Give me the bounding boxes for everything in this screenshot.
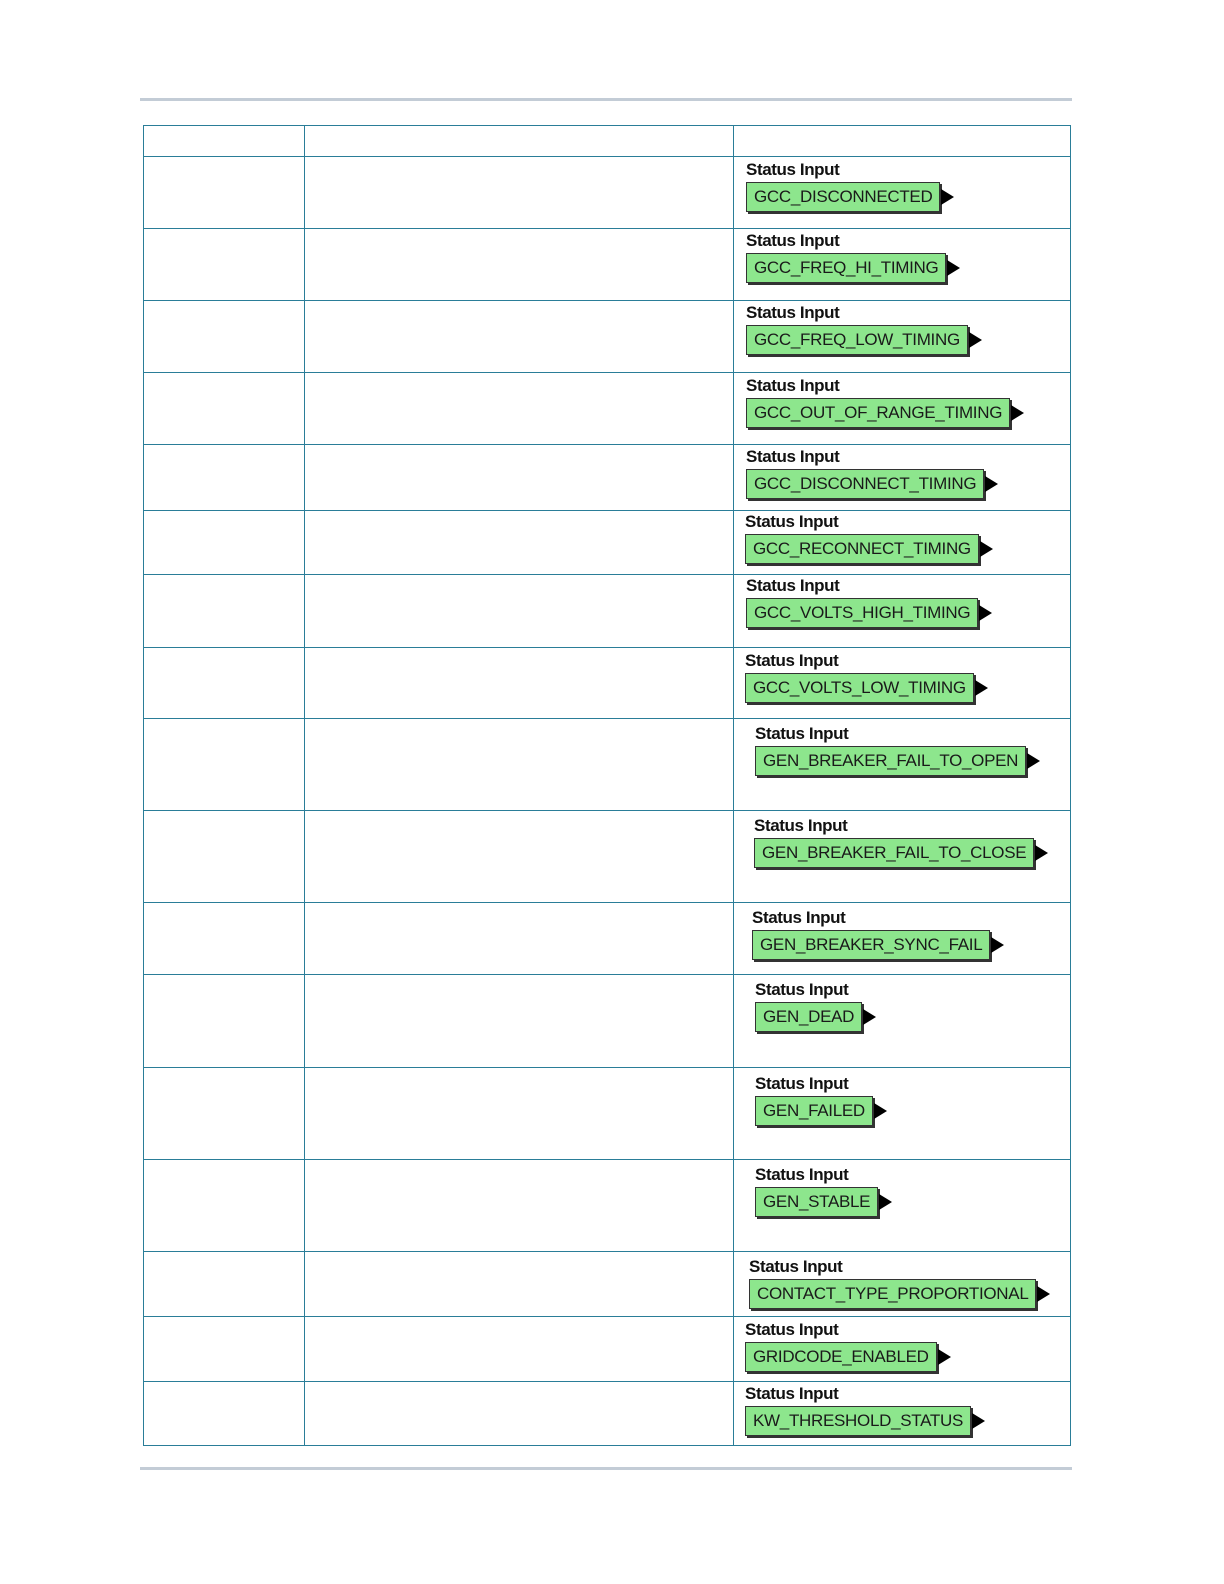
name-cell bbox=[144, 445, 305, 511]
name-cell bbox=[144, 373, 305, 445]
table-row bbox=[144, 1068, 1071, 1160]
description-cell bbox=[305, 157, 734, 229]
triangle-right-icon bbox=[947, 260, 960, 276]
logic-block-cell bbox=[734, 1382, 1071, 1446]
description-cell bbox=[305, 1317, 734, 1382]
description-cell bbox=[305, 975, 734, 1068]
logic-tag: GCC_DISCONNECT_TIMING bbox=[746, 469, 984, 499]
table-row bbox=[144, 511, 1071, 575]
block-label: Status Input bbox=[755, 980, 849, 999]
name-cell bbox=[144, 1317, 305, 1382]
logic-block-cell bbox=[734, 1068, 1071, 1160]
table-row bbox=[144, 1317, 1071, 1382]
table-row bbox=[144, 229, 1071, 301]
triangle-right-icon bbox=[969, 332, 982, 348]
logic-block-cell bbox=[734, 975, 1071, 1068]
logic-tag: CONTACT_TYPE_PROPORTIONAL bbox=[749, 1279, 1036, 1309]
block-label: Status Input bbox=[755, 1074, 849, 1093]
table-row bbox=[144, 903, 1071, 975]
triangle-right-icon bbox=[1027, 753, 1040, 769]
description-cell bbox=[305, 648, 734, 719]
status-input-block[interactable] bbox=[755, 1074, 887, 1126]
logic-tag: GEN_STABLE bbox=[755, 1187, 878, 1217]
triangle-right-icon bbox=[874, 1103, 887, 1119]
triangle-right-icon bbox=[991, 937, 1004, 953]
description-cell bbox=[305, 1382, 734, 1446]
status-input-block[interactable] bbox=[745, 512, 993, 564]
name-cell bbox=[144, 1252, 305, 1317]
logic-tag: GCC_RECONNECT_TIMING bbox=[745, 534, 979, 564]
table-row bbox=[144, 575, 1071, 648]
block-label: Status Input bbox=[745, 651, 839, 670]
logic-tag: GEN_BREAKER_SYNC_FAIL bbox=[752, 930, 990, 960]
status-input-block[interactable] bbox=[745, 651, 988, 703]
logic-block-cell bbox=[734, 903, 1071, 975]
logic-block-cell bbox=[734, 229, 1071, 301]
logic-block-cell bbox=[734, 719, 1071, 811]
logic-tag: GEN_FAILED bbox=[755, 1096, 873, 1126]
triangle-right-icon bbox=[1037, 1286, 1050, 1302]
block-label: Status Input bbox=[746, 376, 840, 395]
status-input-block[interactable] bbox=[755, 1165, 892, 1217]
logic-tag: GCC_OUT_OF_RANGE_TIMING bbox=[746, 398, 1010, 428]
block-label: Status Input bbox=[749, 1257, 843, 1276]
logic-block-cell bbox=[734, 511, 1071, 575]
triangle-right-icon bbox=[972, 1413, 985, 1429]
description-cell bbox=[305, 811, 734, 903]
logic-tag: GEN_BREAKER_FAIL_TO_CLOSE bbox=[754, 838, 1034, 868]
description-cell bbox=[305, 1160, 734, 1252]
table-row bbox=[144, 975, 1071, 1068]
description-cell bbox=[305, 511, 734, 575]
triangle-right-icon bbox=[938, 1349, 951, 1365]
triangle-right-icon bbox=[1011, 405, 1024, 421]
status-input-block[interactable] bbox=[746, 576, 992, 628]
logic-block-cell bbox=[734, 1317, 1071, 1382]
block-label: Status Input bbox=[745, 512, 839, 531]
description-cell bbox=[305, 373, 734, 445]
logic-tag: KW_THRESHOLD_STATUS bbox=[745, 1406, 971, 1436]
logic-tag: GCC_VOLTS_HIGH_TIMING bbox=[746, 598, 978, 628]
name-cell bbox=[144, 511, 305, 575]
logic-tag: GRIDCODE_ENABLED bbox=[745, 1342, 937, 1372]
block-label: Status Input bbox=[755, 1165, 849, 1184]
status-input-block[interactable] bbox=[746, 376, 1024, 428]
footer-rule bbox=[140, 1467, 1072, 1470]
description-cell bbox=[305, 575, 734, 648]
block-label: Status Input bbox=[745, 1320, 839, 1339]
table-row bbox=[144, 373, 1071, 445]
logic-block-cell bbox=[734, 1160, 1071, 1252]
status-input-block[interactable] bbox=[745, 1384, 985, 1436]
name-cell bbox=[144, 648, 305, 719]
logic-block-cell bbox=[734, 157, 1071, 229]
table-row bbox=[144, 445, 1071, 511]
logic-tag: GCC_VOLTS_LOW_TIMING bbox=[745, 673, 974, 703]
logic-block-cell bbox=[734, 301, 1071, 373]
name-cell bbox=[144, 157, 305, 229]
logic-tag: GCC_FREQ_LOW_TIMING bbox=[746, 325, 968, 355]
logic-tag: GEN_DEAD bbox=[755, 1002, 862, 1032]
logic-block-cell bbox=[734, 1252, 1071, 1317]
logic-block-cell bbox=[734, 648, 1071, 719]
logic-tag: GCC_DISCONNECTED bbox=[746, 182, 940, 212]
table-row bbox=[144, 719, 1071, 811]
block-label: Status Input bbox=[746, 576, 840, 595]
block-label: Status Input bbox=[746, 303, 840, 322]
name-cell bbox=[144, 811, 305, 903]
status-input-block[interactable] bbox=[745, 1320, 951, 1372]
triangle-right-icon bbox=[985, 476, 998, 492]
block-label: Status Input bbox=[746, 447, 840, 466]
status-input-table bbox=[143, 125, 1071, 1446]
block-label: Status Input bbox=[746, 160, 840, 179]
description-cell bbox=[305, 229, 734, 301]
status-input-block[interactable] bbox=[746, 231, 960, 283]
description-cell bbox=[305, 301, 734, 373]
description-cell bbox=[305, 903, 734, 975]
name-cell bbox=[144, 1160, 305, 1252]
status-input-block[interactable] bbox=[749, 1257, 1050, 1309]
status-input-block[interactable] bbox=[755, 980, 876, 1032]
name-cell bbox=[144, 975, 305, 1068]
header-cell-description bbox=[305, 126, 734, 157]
block-label: Status Input bbox=[754, 816, 848, 835]
table-row bbox=[144, 1252, 1071, 1317]
description-cell bbox=[305, 719, 734, 811]
triangle-right-icon bbox=[879, 1194, 892, 1210]
triangle-right-icon bbox=[941, 189, 954, 205]
header-cell-logic-block bbox=[734, 126, 1071, 157]
table-row bbox=[144, 1160, 1071, 1252]
table-row bbox=[144, 157, 1071, 229]
name-cell bbox=[144, 229, 305, 301]
description-cell bbox=[305, 1068, 734, 1160]
name-cell bbox=[144, 903, 305, 975]
block-label: Status Input bbox=[755, 724, 849, 743]
name-cell bbox=[144, 575, 305, 648]
triangle-right-icon bbox=[1035, 845, 1048, 861]
status-input-block[interactable] bbox=[746, 303, 982, 355]
status-input-block[interactable] bbox=[755, 724, 1040, 776]
status-input-block[interactable] bbox=[752, 908, 1004, 960]
description-cell bbox=[305, 445, 734, 511]
block-label: Status Input bbox=[745, 1384, 839, 1403]
name-cell bbox=[144, 719, 305, 811]
header-cell-name bbox=[144, 126, 305, 157]
logic-block-cell bbox=[734, 811, 1071, 903]
table-header-row bbox=[144, 126, 1071, 157]
block-label: Status Input bbox=[752, 908, 846, 927]
status-input-block[interactable] bbox=[746, 160, 954, 212]
status-input-block[interactable] bbox=[746, 447, 998, 499]
description-cell bbox=[305, 1252, 734, 1317]
logic-block-cell bbox=[734, 373, 1071, 445]
block-label: Status Input bbox=[746, 231, 840, 250]
status-input-block[interactable] bbox=[754, 816, 1048, 868]
table-row bbox=[144, 1382, 1071, 1446]
triangle-right-icon bbox=[863, 1009, 876, 1025]
table-row bbox=[144, 648, 1071, 719]
name-cell bbox=[144, 301, 305, 373]
triangle-right-icon bbox=[975, 680, 988, 696]
header-rule bbox=[140, 98, 1072, 101]
triangle-right-icon bbox=[979, 605, 992, 621]
table-row bbox=[144, 301, 1071, 373]
triangle-right-icon bbox=[980, 541, 993, 557]
name-cell bbox=[144, 1382, 305, 1446]
logic-tag: GCC_FREQ_HI_TIMING bbox=[746, 253, 946, 283]
table-row bbox=[144, 811, 1071, 903]
name-cell bbox=[144, 1068, 305, 1160]
logic-tag: GEN_BREAKER_FAIL_TO_OPEN bbox=[755, 746, 1026, 776]
logic-block-cell bbox=[734, 575, 1071, 648]
logic-block-cell bbox=[734, 445, 1071, 511]
